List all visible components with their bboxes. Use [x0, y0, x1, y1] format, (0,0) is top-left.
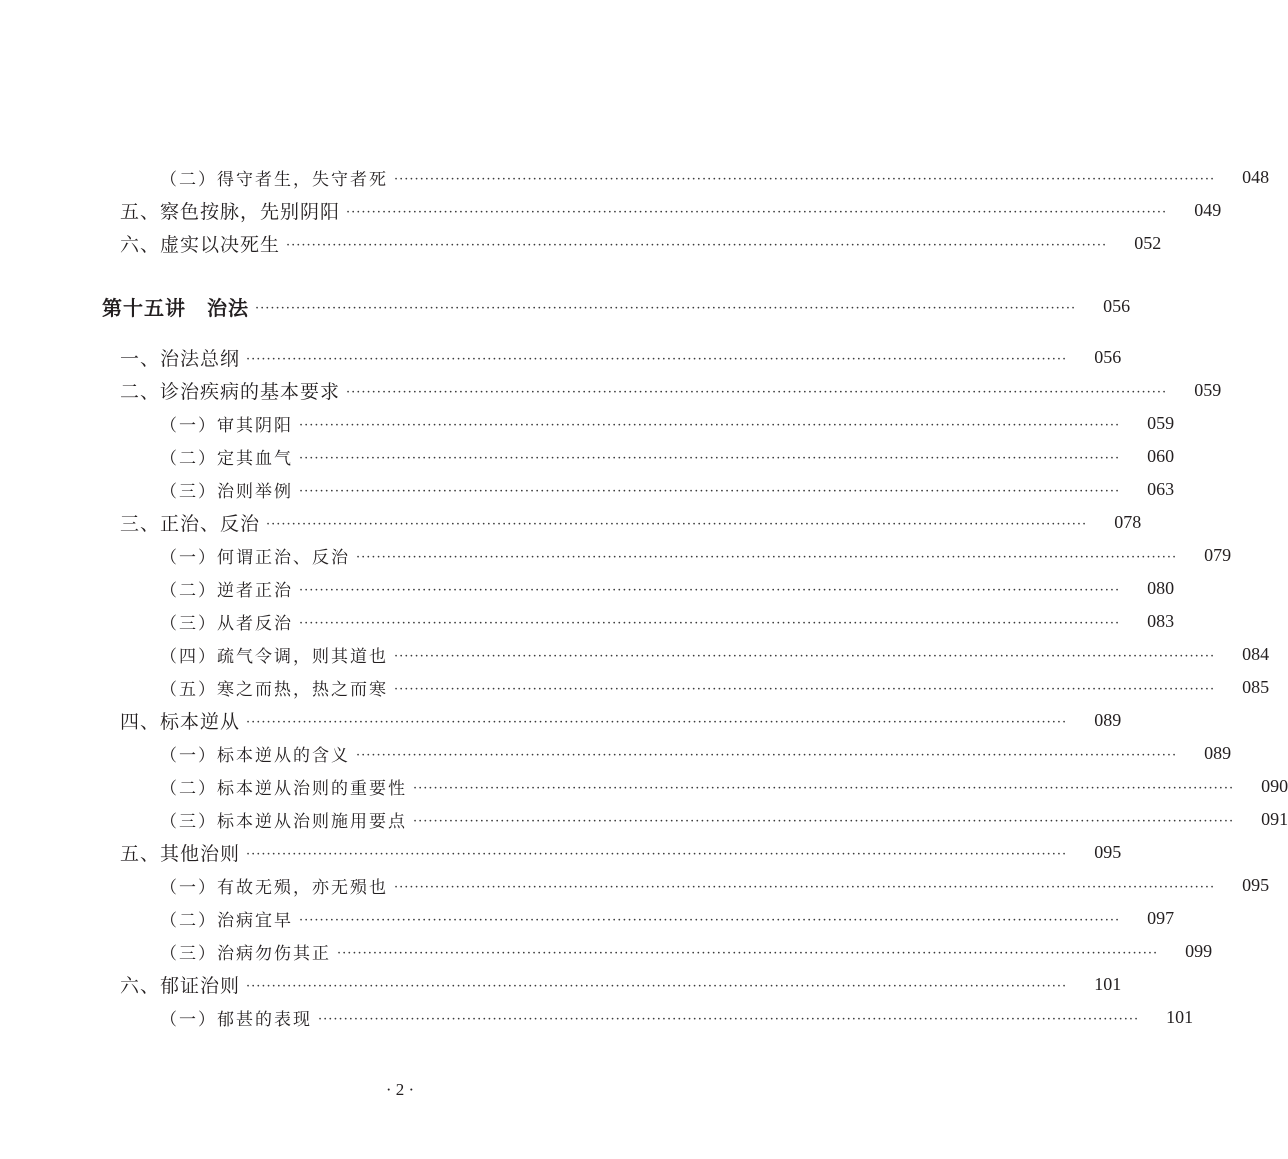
toc-entry-page: 084 [1242, 644, 1270, 664]
dot-leader: ································································································································································ [286, 238, 1108, 253]
toc-entry-page: 091 [1261, 809, 1288, 829]
dot-leader: ································································································································································ [299, 913, 1121, 928]
toc-entry-page: 079 [1204, 545, 1232, 565]
toc-entry-page: 063 [1147, 479, 1175, 499]
dot-leader: ································································································································································ [299, 418, 1121, 433]
toc-chapter-title: 第十五讲 治法 [102, 296, 249, 320]
toc-entry-page: 095 [1094, 842, 1122, 862]
toc-entry-page: 097 [1147, 908, 1175, 928]
toc-entry-title: （一）审其阴阳 [160, 416, 293, 436]
toc-entry-title: （三）治则举例 [160, 482, 293, 502]
toc-entry-page: 090 [1261, 776, 1288, 796]
toc-entry [120, 836, 1122, 869]
dot-leader: ································································································································································ [394, 682, 1216, 697]
toc-entry-page: 080 [1147, 578, 1175, 598]
toc-entry [160, 407, 1175, 440]
toc-entry [160, 539, 1232, 572]
toc-entry-page: 089 [1204, 743, 1232, 763]
dot-leader: ································································································································································ [246, 847, 1068, 862]
dot-leader: ································································································································································ [394, 649, 1216, 664]
dot-leader: ································································································································································ [299, 583, 1121, 598]
dot-leader: ································································································································································ [255, 301, 1077, 316]
toc-entry-title: 二、诊治疾病的基本要求 [120, 381, 341, 403]
toc-entry-page: 056 [1094, 347, 1122, 367]
toc-entry-page: 095 [1242, 875, 1270, 895]
toc-entry-title: 三、正治、反治 [120, 513, 261, 535]
toc-entry [160, 638, 1270, 671]
toc-entry-title: （四）疏气令调，则其道也 [160, 647, 388, 667]
toc-entry [160, 902, 1175, 935]
dot-leader: ································································································································································ [299, 451, 1121, 466]
toc-entry-title: 五、察色按脉，先别阴阳 [120, 201, 341, 223]
toc-entry-title: （三）从者反治 [160, 614, 293, 634]
toc-entry-title: （一）何谓正治、反治 [160, 548, 350, 568]
toc-entry-page: 101 [1094, 974, 1122, 994]
toc-entry [160, 671, 1270, 704]
toc-entry-title: （五）寒之而热，热之而寒 [160, 680, 388, 700]
toc-entry-page: 049 [1194, 200, 1222, 220]
toc-entry [160, 572, 1175, 605]
toc-entry-page: 059 [1194, 380, 1222, 400]
toc-entry-title: （三）治病勿伤其正 [160, 944, 331, 964]
toc-entry [160, 1001, 1194, 1034]
toc-entry-title: （二）得守者生，失守者死 [160, 170, 388, 190]
toc-entry [160, 770, 1288, 803]
toc-entry-page: 078 [1114, 512, 1142, 532]
toc-entry [160, 737, 1232, 770]
dot-leader: ································································································································································ [299, 616, 1121, 631]
toc-entry-page: 052 [1134, 233, 1162, 253]
dot-leader: ································································································································································ [337, 946, 1159, 961]
toc-entry-title: （二）逆者正治 [160, 581, 293, 601]
dot-leader: ································································································································································ [356, 748, 1178, 763]
toc-entry-title: （三）标本逆从治则施用要点 [160, 812, 407, 832]
dot-leader: ································································································································································ [246, 715, 1068, 730]
toc-entry [160, 935, 1213, 968]
dot-leader: ································································································································································ [394, 172, 1216, 187]
toc-entry [160, 440, 1175, 473]
toc-entry-page: 059 [1147, 413, 1175, 433]
toc-entry [120, 194, 1222, 227]
toc-entry-page: 083 [1147, 611, 1175, 631]
toc-entry-page: 089 [1094, 710, 1122, 730]
dot-leader: ································································································································································ [246, 979, 1068, 994]
toc-entry [160, 605, 1175, 638]
toc-chapter-heading [102, 290, 1131, 323]
toc-entry-title: 四、标本逆从 [120, 711, 241, 733]
toc-entry [120, 506, 1142, 539]
toc-entry [120, 374, 1222, 407]
toc-entry-page: 056 [1103, 296, 1131, 316]
toc-entry-title: 一、治法总纲 [120, 348, 241, 370]
page-number: · 2 · [385, 1080, 415, 1099]
toc-entry [160, 473, 1175, 506]
toc-entry-title: 五、其他治则 [120, 843, 241, 865]
toc-entry [160, 869, 1270, 902]
toc-entry-page: 060 [1147, 446, 1175, 466]
toc-entry [120, 968, 1122, 1001]
dot-leader: ································································································································································ [413, 781, 1235, 796]
toc-entry-page: 048 [1242, 167, 1270, 187]
toc-entry-title: （二）治病宜早 [160, 911, 293, 931]
toc-entry-page: 099 [1185, 941, 1213, 961]
dot-leader: ································································································································································ [246, 352, 1068, 367]
toc-entry-title: （一）标本逆从的含义 [160, 746, 350, 766]
toc-entry-title: 六、虚实以决死生 [120, 234, 281, 256]
toc-entry [120, 227, 1162, 260]
dot-leader: ································································································································································ [266, 517, 1088, 532]
toc-entry-title: （二）标本逆从治则的重要性 [160, 779, 407, 799]
toc-entry-title: 六、郁证治则 [120, 975, 241, 997]
dot-leader: ································································································································································ [394, 880, 1216, 895]
dot-leader: ································································································································································ [413, 814, 1235, 829]
toc-entry-page: 101 [1166, 1007, 1194, 1027]
toc-entry-title: （二）定其血气 [160, 449, 293, 469]
toc-entry [120, 341, 1122, 374]
toc-entry-page: 085 [1242, 677, 1270, 697]
toc-entry-title: （一）郁甚的表现 [160, 1010, 312, 1030]
dot-leader: ································································································································································ [318, 1012, 1140, 1027]
toc-entry [160, 803, 1288, 836]
toc-entry [120, 704, 1122, 737]
dot-leader: ································································································································································ [299, 484, 1121, 499]
toc-entry [160, 161, 1270, 194]
dot-leader: ································································································································································ [346, 385, 1168, 400]
dot-leader: ································································································································································ [356, 550, 1178, 565]
toc-entry-title: （一）有故无殒，亦无殒也 [160, 878, 388, 898]
dot-leader: ································································································································································ [346, 205, 1168, 220]
